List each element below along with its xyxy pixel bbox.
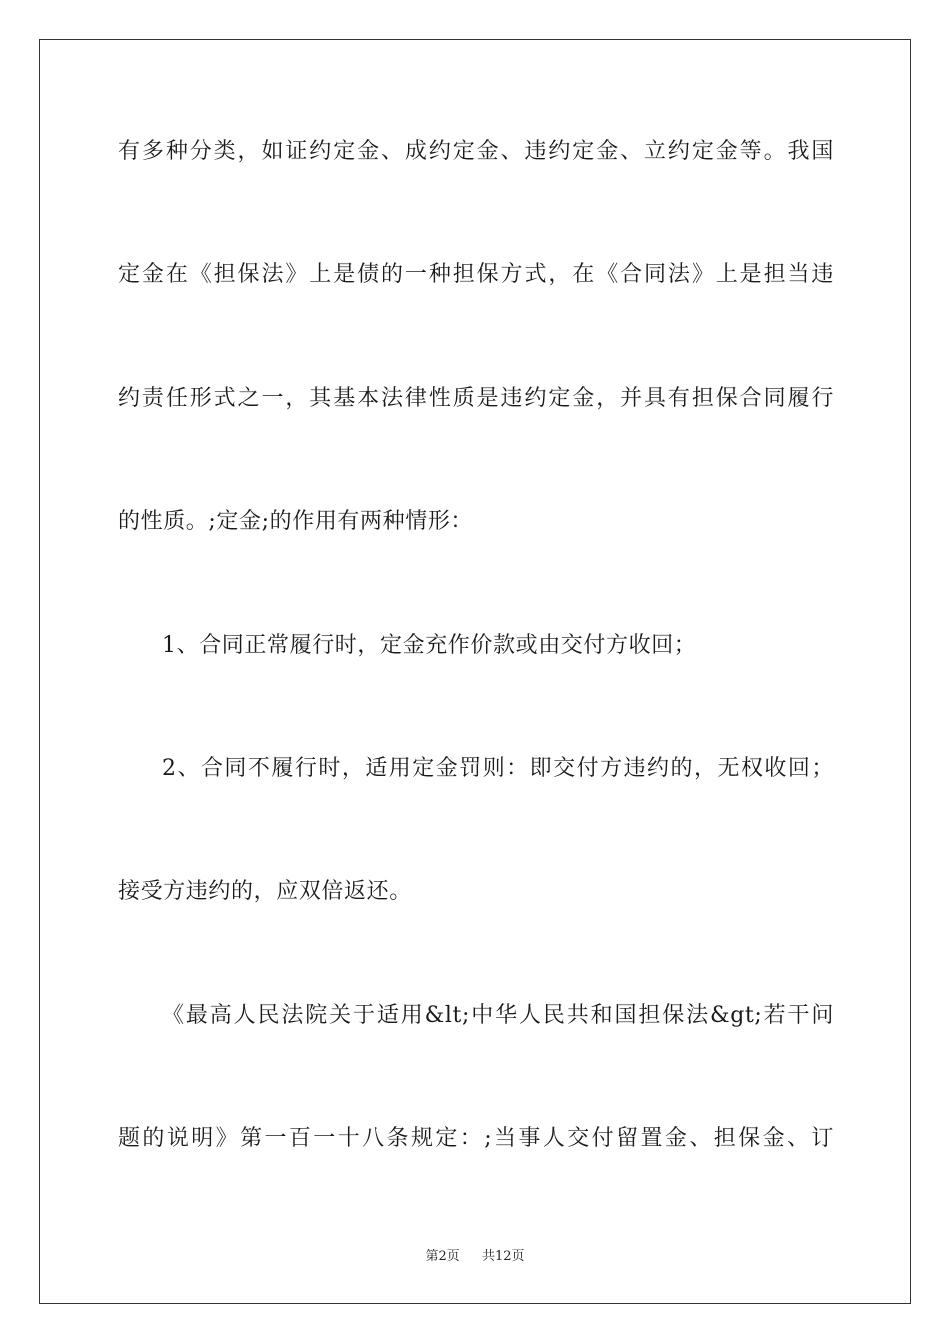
page-border [39, 39, 911, 1304]
text-line-1: 有多种分类，如证约定金、成约定金、违约定金、立约定金等。我国 [118, 139, 834, 164]
page-total: 共12页 [482, 1249, 525, 1264]
text-line-3: 约责任形式之一，其基本法律性质是违约定金，并具有担保合同履行 [118, 386, 834, 411]
text-line-8: 《最高人民法院关于适用&lt;中华人民共和国担保法&gt;若干问 [162, 1003, 834, 1028]
page-number: 第2页 [425, 1249, 460, 1264]
list-item-1: 1、合同正常履行时，定金充作价款或由交付方收回； [162, 633, 697, 658]
text-line-2: 定金在《担保法》上是债的一种担保方式，在《合同法》上是担当违 [118, 262, 834, 287]
text-line-9: 题的说明》第一百一十八条规定：;当事人交付留置金、担保金、订 [118, 1126, 834, 1151]
text-line-7: 接受方违约的，应双倍返还。 [118, 879, 412, 904]
text-line-4: 的性质。;定金;的作用有两种情形： [118, 509, 474, 534]
page-footer [0, 1248, 950, 1266]
list-item-2: 2、合同不履行时，适用定金罚则：即交付方违约的，无权收回； [162, 756, 834, 781]
